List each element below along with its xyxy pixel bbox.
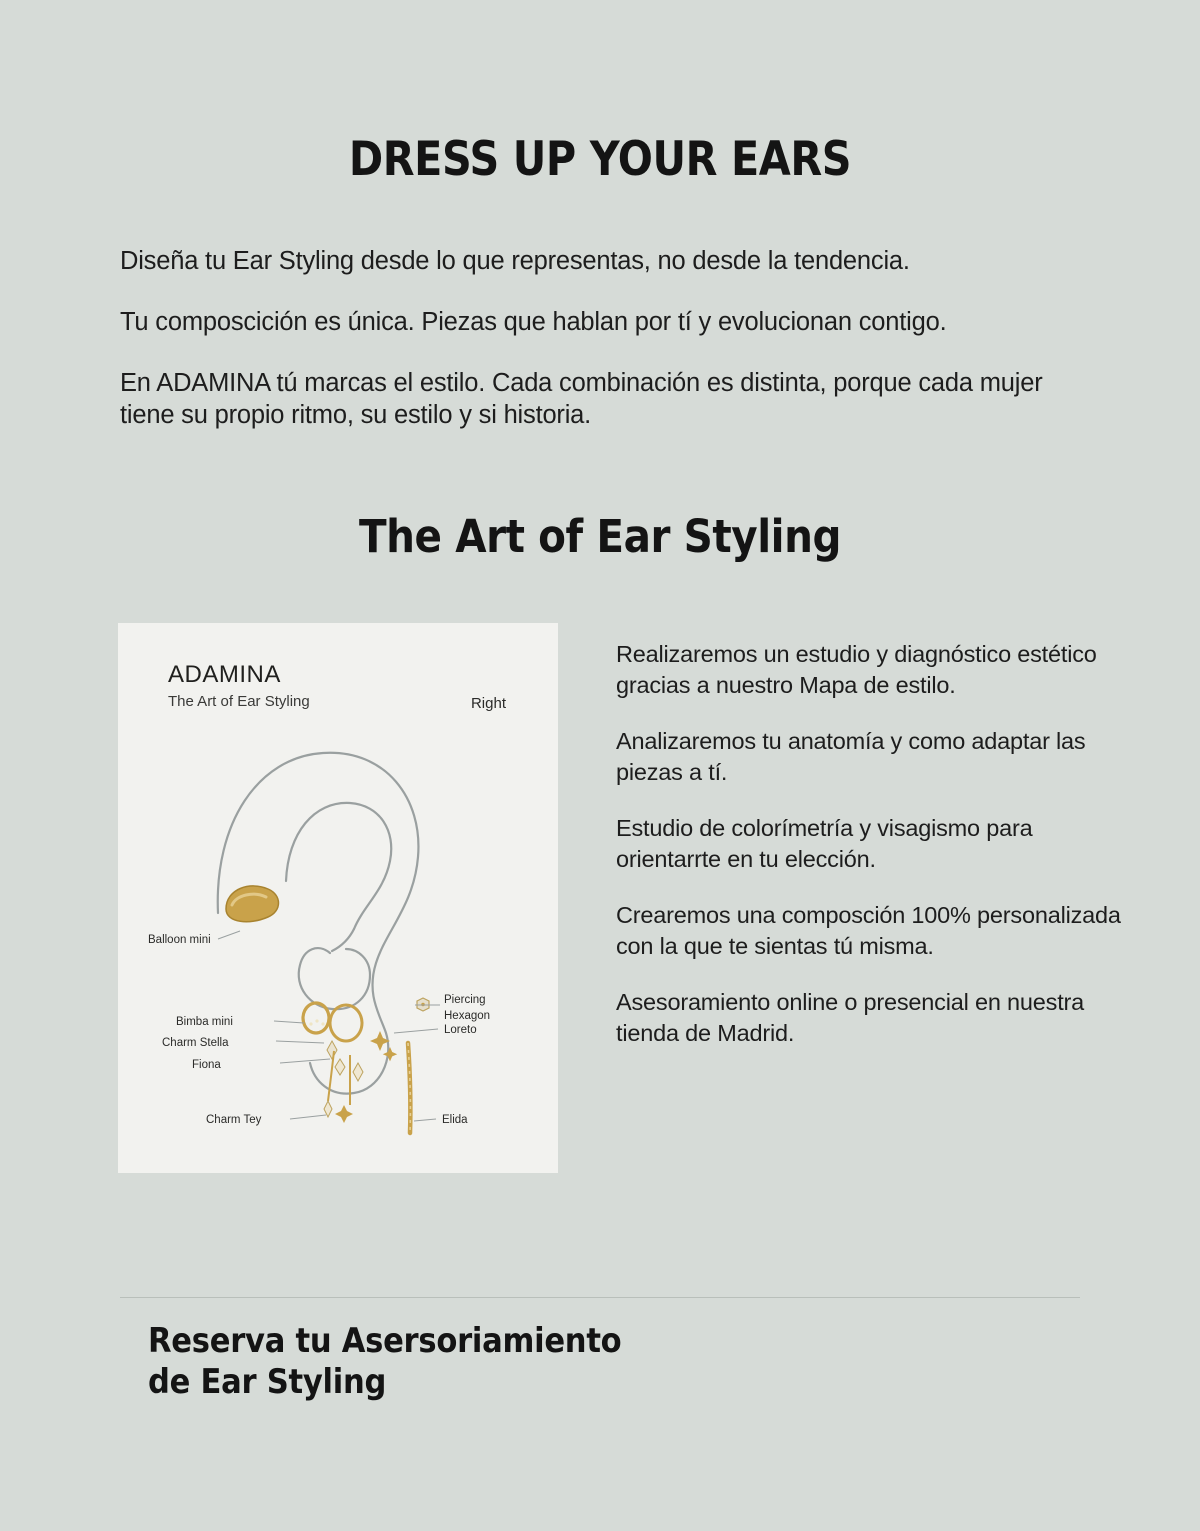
cta-line-1: Reserva tu Asersoriamiento [148, 1321, 622, 1362]
intro-paragraph-3: En ADAMINA tú marcas el estilo. Cada combinación es distinta, porque cada mujer tiene su propio ritmo, su estilo y si historia. [120, 368, 1043, 430]
intro-paragraph-1: Diseña tu Ear Styling desde lo que representas, no desde la tendencia. [120, 247, 910, 276]
balloon-mini-piece [226, 886, 279, 922]
benefit-item-3: Estudio de colorímetría y visagismo para orientarrte en tu elección. [616, 815, 1033, 872]
ear-styling-diagram-card [118, 623, 558, 1173]
content-columns [0, 623, 1200, 1173]
benefits-list [616, 623, 1126, 1074]
page-root [0, 31, 1200, 1531]
benefit-item-1: Realizaremos un estudio y diagnóstico estético gracias a nuestro Mapa de estilo. [616, 640, 1097, 698]
label-fiona: Fiona [192, 1058, 221, 1071]
section-title: The Art of Ear Styling [358, 509, 842, 563]
card-side-label: Right [470, 694, 506, 712]
label-charm-stella: Charm Stella [162, 1036, 229, 1049]
label-bimba-mini: Bimba mini [176, 1015, 233, 1028]
card-brand-subtitle: The Art of Ear Styling [168, 692, 310, 710]
label-loreto: Loreto [444, 1023, 477, 1036]
intro-paragraphs [120, 245, 1080, 432]
cta-line-2: de Ear Styling [148, 1361, 387, 1402]
benefit-item-5: Asesoramiento online o presencial en nuestra tienda de Madrid. [616, 989, 1085, 1046]
label-piercing-hexagon-line2: Hexagon [444, 1009, 491, 1022]
benefit-item-4: Crearemos una composción 100% personalizada con la que te sientas tú misma. [616, 902, 1121, 959]
intro-paragraph-2: Tu composcición es única. Piezas que hablan por tí y evolucionan contigo. [120, 308, 947, 337]
page-title: DRESS UP YOUR EARS [348, 132, 852, 188]
lobe-cluster-pieces [303, 1003, 410, 1133]
section-divider [120, 1297, 1080, 1298]
label-balloon-mini: Balloon mini [148, 933, 211, 946]
label-charm-tey: Charm Tey [206, 1113, 262, 1126]
label-piercing-hexagon-line1: Piercing [444, 993, 486, 1006]
ear-illustration [118, 623, 558, 1173]
benefit-item-2: Analizaremos tu anatomía y como adaptar las piezas a tí. [616, 728, 1086, 785]
cta-heading [148, 1321, 621, 1401]
card-brand: ADAMINA [168, 660, 281, 688]
label-elida: Elida [442, 1113, 468, 1126]
